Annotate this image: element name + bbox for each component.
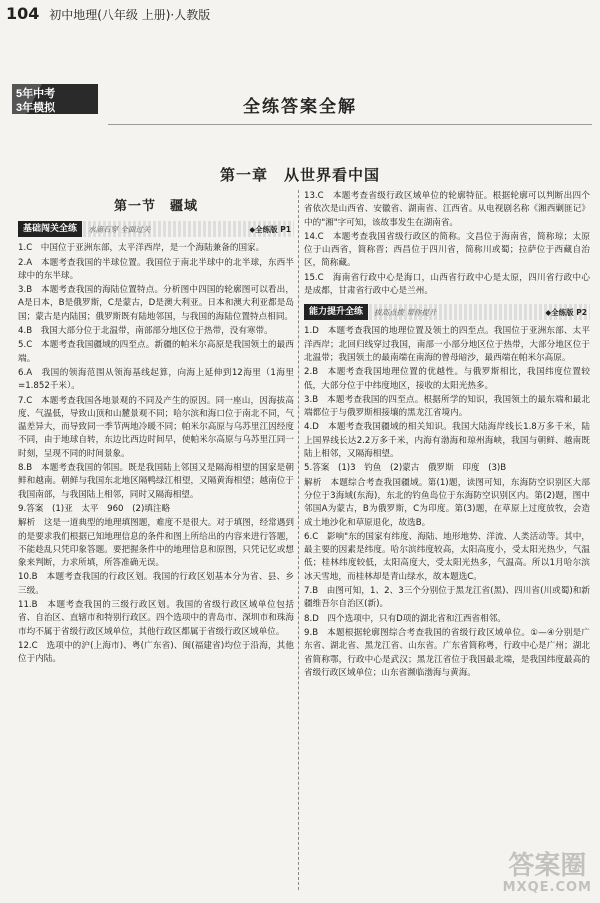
answer-item: 解析 本题综合考查我国疆域。第(1)题，读图可知，东海防空识别区大部分位于3海域(东海)，东北的钓鱼岛位于东海防空识别区内。第(2)题，图中邻国A为蒙古，B为俄罗斯，C为印度。第(3)题，在草原上过度放牧，会造成土地沙化和草原退化，故选B。 [304, 477, 590, 528]
watermark-text: 答案圈 [508, 851, 587, 881]
answer-item: 1.C 中国位于亚洲东部，太平洋西岸，是一个海陆兼备的国家。 [18, 243, 265, 254]
bar-slogan: 水滴石穿 全面过关 [88, 224, 151, 234]
answer-item: 3.B 本题考查我国的四至点。根据所学的知识，我国领土的最东端和最北端都位于与俄罗斯相接壤的黑龙江省境内。 [304, 394, 590, 419]
answer-list [18, 242, 294, 666]
answer-item: 3.B 本题考查我国的海陆位置特点。分析图中四国的轮廓图可以看出，A是日本，B是俄罗斯，C是蒙古，D是澳大利亚。日本和澳大利亚都是岛国；蒙古是内陆国；俄罗斯既有陆地邻国，与我国的海陆位置特点相同。 [18, 285, 294, 322]
bar-label: 基础闯关全练 [18, 221, 82, 237]
answer-item: 2.A 本题考查我国的半球位置。我国位于南北半球中的北半球，东西半球中的东半球。 [18, 257, 294, 281]
answer-item: 10.B 本题考查我国的行政区划。我国的行政区划基本分为省、县、乡三级。 [18, 572, 294, 596]
svg-text:5年中考: 5年中考 [16, 88, 56, 100]
answer-item: 9.答案 (1)亚 太平 960 (2)填注略 [18, 503, 171, 514]
advanced-practice-bar [304, 304, 590, 320]
title-rule [108, 124, 592, 125]
bar-page-ref: ◆ 全练版 P2 [542, 306, 590, 319]
answer-item: 11.B 本题考查我国的三级行政区划。我国的省级行政区域单位包括省、自治区、直辖市和特别行政区。四个选项中的青岛市、深圳市和珠海市均不属于省级行政区域单位，其他行政区都属于省级行政区域单位。 [18, 600, 294, 637]
page-number: 104 [6, 4, 40, 23]
answer-item: 8.D 四个选项中，只有D项的湖北省和江西省相邻。 [304, 613, 506, 624]
answer-item: 9.B 本题根据轮廓图综合考查我国的省级行政区域单位。①—④分别是广东省、湖北省、黑龙江省、山东省。广东省简称粤，行政中心是广州；湖北省简称鄂，行政中心是武汉；黑龙江省位于我国最北端，是我国纬度最高的省级行政区域单位；山东省濒临渤海与黄海。 [304, 627, 590, 678]
answer-item: 6.A 我国的领海范围从领海基线起算，向海上延伸到12海里（1海里=1.852千米）。 [18, 367, 294, 392]
answer-item: 5.答案 (1)3 钓鱼 (2)蒙古 俄罗斯 印度 (3)B [304, 463, 507, 474]
right-column [304, 190, 590, 681]
answer-item: 13.C 本题考查省级行政区域单位的轮廓特征。根据轮廓可以判断出四个省依次是山西省、安徽省、湖南省、江西省。从电视剧名称《湘西剿匪记》中的"湘"字可知，该故事发生在湖南省。 [304, 191, 590, 228]
bar-label: 能力提升全练 [304, 304, 368, 320]
answer-item: 解析 这是一道典型的地理填图题，难度不是很大。对于填图，经常遇到的是要求我们根据已知地理信息的条件和图上所给出的内容来进行答题，不能趁乱只凭印象答题。要把握条件中的地理信息和原图，只凭记忆或想象来判断，力求所填，所答准确无误。 [18, 518, 294, 569]
main-title: 全练答案全解 [243, 97, 357, 117]
watermark-url: MXQE.COM [502, 880, 592, 895]
svg-text:3年模拟: 3年模拟 [16, 102, 56, 114]
answer-item: 12.C 选项中的沪(上海市)、粤(广东省)、闽(福建省)均位于沿海，其他位于内陆。 [18, 640, 294, 665]
answer-item: 15.C 海南省行政中心是海口，山西省行政中心是太原，四川省行政中心是成都，甘肃省行政中心是兰州。 [304, 272, 590, 297]
page-header [6, 4, 210, 23]
answer-item: 6.C 影响"东的国家有纬度、海陆、地形地势、洋流、人类活动等。其中，最主要的因素是纬度。哈尔滨纬度较高，太阳高度小，受太阳光热少，气温低；桂林纬度较低，太阳高度大，受太阳光热多，气温高。所以1月哈尔滨冰天雪地，而桂林却是青山绿水，故本题选C。 [304, 531, 590, 582]
answer-item: 2.B 本题考查我国地理位置的优越性。与俄罗斯相比，我国纬度位置较低，大部分位于中纬度地区，接收的太阳光热多。 [304, 367, 590, 391]
bar-page-ref: ◆ 全练版 P1 [246, 223, 294, 236]
basic-practice-bar [18, 221, 294, 237]
left-column [18, 198, 294, 668]
section-title: 第一节 疆域 [113, 199, 198, 214]
chapter-title: 第一章 从世界看中国 [219, 166, 380, 184]
answer-list [304, 325, 590, 680]
answer-item: 1.D 本题考查我国的地理位置及领土的四至点。我国位于亚洲东部、太平洋西岸；北回归线穿过我国，南部一小部分地区位于热带，大部分地区位于北温带；我国领土的最南端在南海的曾母暗沙，最西端在帕米尔高原。 [304, 326, 590, 363]
answer-item: 8.B 本题考查我国的邻国。既是我国陆上邻国又是隔海相望的国家是朝鲜和越南。朝鲜与我国东北地区隔鸭绿江相望，又隔黄海相望；越南位于我国南部，与我国陆上相邻，同时又隔海相望。 [18, 463, 294, 500]
answer-item: 7.C 本题考查我国各地景观的不同及产生的原因。同一座山，因海拔高度、气温低，导致山顶和山麓景观不同；哈尔滨和海口位于南北不同，气温差异大，而导致同一季节两地冷暖不同；帕米尔高原与乌苏里江因经度不同，由于地球自转，东边比西边时间早，使帕米尔高原与乌苏里江同一时刻，呈现不同的时间景象。 [18, 395, 294, 459]
column-divider [298, 190, 299, 890]
answer-item: 4.D 本题考查我国疆域的相关知识。我国大陆海岸线长1.8万多千米，陆上国界线长达2.2万多千米，内海有渤海和琼州海峡，我国与朝鲜、越南既陆上相邻，又隔海相望。 [304, 422, 590, 460]
book-title: 初中地理(八年级 上册)·人教版 [49, 8, 211, 22]
watermark [503, 852, 592, 895]
answer-list [304, 190, 590, 298]
bar-slogan: 拔高点拨 帮你提升 [374, 307, 437, 317]
answer-item: 7.B 由图可知，1、2、3三个分别位于黑龙江省(黑)、四川省(川或蜀)和新疆维吾尔自治区(新)。 [304, 586, 590, 610]
answer-item: 5.C 本题考查我国疆域的四至点。新疆的帕米尔高原是我国领土的最西端。 [18, 340, 294, 364]
answer-item: 14.C 本题考查我国省级行政区的简称。文昌位于海南省，简称琼；太原位于山西省，简称晋；西昌位于四川省，简称川或蜀；拉萨位于西藏自治区，简称藏。 [304, 231, 590, 269]
answer-item: 4.B 我国大部分位于北温带，南部部分地区位于热带，没有寒带。 [18, 326, 273, 337]
